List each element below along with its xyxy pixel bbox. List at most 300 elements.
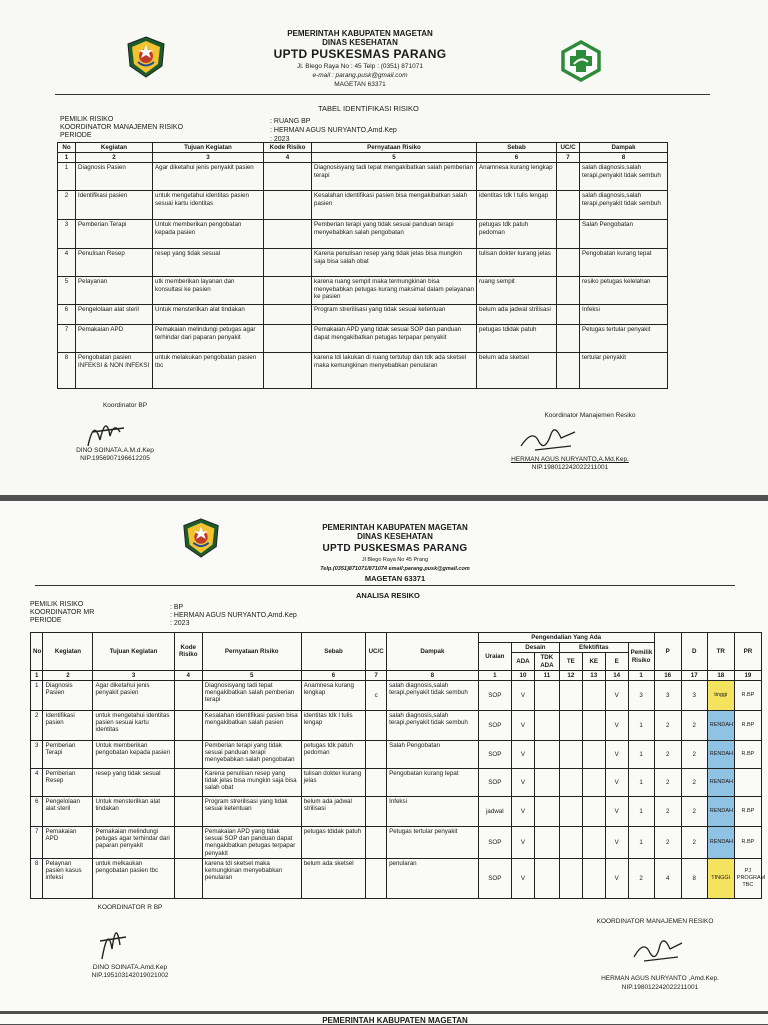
col-number: 16 <box>654 670 681 680</box>
cell-ke <box>582 681 605 711</box>
cell-ucc <box>557 220 580 249</box>
cell-tr: 2 <box>681 711 707 741</box>
cell-tujuan: resep yang tidak sesual <box>153 249 264 277</box>
signature-right <box>515 420 585 456</box>
col-number: 4 <box>264 153 312 163</box>
cell-uraian: jadwal <box>478 797 511 827</box>
col-number: 6 <box>301 670 366 680</box>
coordinator-value: : HERMAN AGUS NURYANTO,Amd.Kep <box>270 127 397 134</box>
col-number: 5 <box>312 153 477 163</box>
cell-kegiatan: Penulisan Resep <box>76 249 153 277</box>
col-header-ke: KE <box>582 653 605 670</box>
table-row <box>31 681 762 711</box>
cell-tujuan: Untuk memberikan pengobatan kepada pasien <box>153 220 264 249</box>
cell-no: 1 <box>58 163 76 191</box>
cell-tujuan: Untuk memberikan pengobatan kepada pasien <box>93 741 174 769</box>
cell-ke <box>582 741 605 769</box>
cell-kode <box>174 681 202 711</box>
cell-ucc <box>557 325 580 353</box>
col-header-desain: Desain <box>512 643 560 653</box>
col-header-te: TE <box>559 653 582 670</box>
cell-pernyataan: Pemberian terapi yang tidak sesuai panduan terapi menyebabkan salah pengobatan <box>202 741 301 769</box>
cell-kegiatan: Pemberian Terapi <box>43 741 93 769</box>
cell-pr: RENDAH <box>707 711 734 741</box>
cell-pemilik <box>734 769 761 797</box>
cell-tdk-ada <box>534 741 559 769</box>
cell-ada: V <box>512 741 535 769</box>
cell-tr: 3 <box>681 681 707 711</box>
cell-no: 6 <box>58 305 76 325</box>
col-header-pernyataan: Pernyataan Risiko <box>312 143 477 153</box>
cell-tujuan: untuk melkaukan pengobatan pasien tbc <box>93 858 174 898</box>
cell-kegiatan: Pelaynan pasien kasus infeksi <box>43 858 93 898</box>
table-row <box>58 191 668 220</box>
cell-no: 1 <box>31 681 43 711</box>
signatory-right-title: Koordinator Manajemen Resiko <box>544 412 636 419</box>
cell-pr: RENDAH <box>707 741 734 769</box>
col-header-no: No <box>31 633 43 671</box>
cell-uraian: SOP <box>478 741 511 769</box>
letterhead-department: DINAS KESEHATAN <box>322 38 398 47</box>
cell-kode <box>174 827 202 859</box>
cell-te <box>559 769 582 797</box>
signatory-left-title: KOORDINATOR R BP <box>97 904 163 911</box>
col-header-tr: TR <box>707 633 734 671</box>
cell-p: 1 <box>628 711 654 741</box>
letterhead <box>280 1016 510 1025</box>
cell-pr: RENDAH <box>707 769 734 797</box>
col-number: 2 <box>76 153 153 163</box>
cell-sebab: identitas tdk l tulis lengap <box>301 711 366 741</box>
cell-sebab: tulisan dokter kurang jelas <box>477 249 557 277</box>
cell-dampak: Petugas tertular penyakit <box>387 827 479 859</box>
cell-pernyataan: Karena penulisan resep yang tidak jelas bisa mungkin saja bisa salah obat <box>202 769 301 797</box>
cell-ucc <box>557 249 580 277</box>
col-number: 18 <box>707 670 734 680</box>
table-row <box>31 769 762 797</box>
table-row <box>58 353 668 389</box>
cell-kegiatan: Pengelolaan alat steril <box>76 305 153 325</box>
period-label: PERIODE <box>60 132 92 139</box>
table-row <box>58 305 668 325</box>
signatory-left-name: DINO SOINATA.A.M.d.Kep <box>76 447 154 454</box>
cell-ada: V <box>512 681 535 711</box>
table-row <box>31 797 762 827</box>
cell-sebab: ruang sempit <box>477 277 557 305</box>
owner-value: : RUANG BP <box>270 118 311 125</box>
letterhead-city: MAGETAN 63371 <box>334 81 386 88</box>
cell-dampak: Salah Pengobatan <box>580 220 668 249</box>
cell-d: 2 <box>654 711 681 741</box>
signatory-left-title: Koordinator BP <box>102 402 148 409</box>
cell-pernyataan: karena ruang sempit maka termungkinan bisa menyebabkan petugas kurang maksimal dalam pelayanan ke pasien <box>312 277 477 305</box>
cell-no: 8 <box>58 353 76 389</box>
col-header-dampak: Dampak <box>580 143 668 153</box>
cell-sebab: belum ada sketsel <box>477 353 557 389</box>
cell-uraian: SOP <box>478 711 511 741</box>
cell-uraian: SOP <box>478 681 511 711</box>
cell-tujuan: Pemakaian melindungi petugas agar terhindar dari paparan penyakit <box>153 325 264 353</box>
table-row <box>31 827 762 859</box>
cell-tujuan: untuk melakukan pengobatan pasien tbc <box>153 353 264 389</box>
letterhead-address: Jl Blego Raya No 45 Prang <box>361 557 429 563</box>
cell-d: 2 <box>654 741 681 769</box>
col-number: 3 <box>153 153 264 163</box>
coordinator-label: KOORDINATOR MR <box>30 609 95 616</box>
cell-sebab: petugas tdidak patuh <box>301 827 366 859</box>
col-number: 13 <box>582 670 605 680</box>
cell-e: V <box>605 741 628 769</box>
cell-uraian: SOP <box>478 827 511 859</box>
table-header-row <box>31 633 762 643</box>
cell-dampak: salah diagnosis,salah terapi,penyakit tidak sembuh <box>580 163 668 191</box>
col-number: 6 <box>477 153 557 163</box>
next-sheet-partial <box>0 1014 768 1024</box>
cell-no: 4 <box>58 249 76 277</box>
table-header-row <box>58 143 668 153</box>
cell-pernyataan: Kesalahan identifikasi pasien bisa mengakibatkan salah pasien <box>312 191 477 220</box>
col-header-pengendalian: Pengendalian Yang Ada <box>478 633 654 643</box>
cell-pemilik: R.BP <box>734 827 761 859</box>
cell-p: 1 <box>628 741 654 769</box>
cell-pr: TINGGI <box>707 858 734 898</box>
col-header-e: E <box>605 653 628 670</box>
cell-ada: V <box>512 797 535 827</box>
cell-te <box>559 827 582 859</box>
cell-te <box>559 797 582 827</box>
cell-dampak: salah diagnosis,salah terapi,penyakit tidak sembuh <box>387 681 479 711</box>
cell-ke <box>582 711 605 741</box>
owner-label: PEMILIK RISIKO <box>30 601 84 608</box>
letterhead-address: Jl. Blego Raya No : 45 Telp : (0351) 871071 <box>297 63 423 70</box>
cell-sebab: petugas tdk patuh pedoman <box>477 220 557 249</box>
cell-pr: RENDAH <box>707 797 734 827</box>
cell-p: 2 <box>628 858 654 898</box>
cell-sebab: belum ada jadwal strilisasi <box>301 797 366 827</box>
cell-kegiatan: Diagnosis Pasien <box>43 681 93 711</box>
col-header-uraian: Uraian <box>478 643 511 671</box>
period-label: PERIODE <box>30 617 62 624</box>
col-header-pemilik: Pemilik Risiko <box>628 643 654 671</box>
cell-pemilik: PJ PROGRAM TBC <box>734 858 761 898</box>
cell-ada: V <box>512 769 535 797</box>
cell-dampak: Infeksi <box>387 797 479 827</box>
col-number: 2 <box>43 670 93 680</box>
cell-sebab: Anamnesa kurang lengkap <box>301 681 366 711</box>
cell-e: V <box>605 711 628 741</box>
cell-ucc <box>366 741 387 769</box>
cell-tr: 8 <box>681 858 707 898</box>
cell-kegiatan: Pengelolaan alat steril <box>43 797 93 827</box>
signatory-left-nip: NIP.195103142019021002 <box>91 972 169 979</box>
period-value: : 2023 <box>270 136 290 143</box>
cell-dampak: penularan <box>387 858 479 898</box>
signature-left <box>80 412 130 452</box>
cell-uraian: SOP <box>478 858 511 898</box>
cell-no: 2 <box>58 191 76 220</box>
cell-kode <box>174 858 202 898</box>
col-number: 1 <box>478 670 511 680</box>
cell-d: 4 <box>654 858 681 898</box>
cell-dampak: salah diagnosis,salah terapi,penyakit tidak sembuh <box>580 191 668 220</box>
cell-ucc <box>557 191 580 220</box>
cell-pernyataan: Pemakaian APD yang tidak sesuai SOP dan panduan dapat mengakibatkan petugas terpapar penyakit <box>202 827 301 859</box>
cell-tdk-ada <box>534 827 559 859</box>
cell-pemilik: R.BP <box>734 681 761 711</box>
cell-tr: 2 <box>681 741 707 769</box>
cell-no: 5 <box>58 277 76 305</box>
col-number: 3 <box>93 670 174 680</box>
risk-analysis-table <box>30 632 766 899</box>
cell-kegiatan: Pelayanan <box>76 277 153 305</box>
cell-kode <box>264 325 312 353</box>
cell-no: 4 <box>31 769 43 797</box>
col-number: 1 <box>58 153 76 163</box>
identification-sheet <box>0 0 768 495</box>
cell-tujuan: resep yang tidak sesual <box>93 769 174 797</box>
document-title: TABEL IDENTIFIKASI RISIKO <box>318 104 419 113</box>
table-row <box>58 325 668 353</box>
cell-p: 1 <box>628 827 654 859</box>
cell-tr: 2 <box>681 797 707 827</box>
cell-pr: tinggi <box>707 681 734 711</box>
cell-e: V <box>605 858 628 898</box>
document-title: ANALISA RESIKO <box>356 591 420 600</box>
cell-kegiatan: Identifikasi pasien <box>76 191 153 220</box>
col-header-kode: Kode Risiko <box>174 633 202 671</box>
table-row <box>58 249 668 277</box>
cell-pemilik: R.BP <box>734 711 761 741</box>
cell-kode <box>264 305 312 325</box>
cell-kode <box>174 741 202 769</box>
cell-tujuan: untuk mengetahui identitas pasien sesuai kartu identitas <box>153 191 264 220</box>
cell-no: 6 <box>31 797 43 827</box>
col-header-no: No <box>58 143 76 153</box>
col-header-sebab: Sebab <box>301 633 366 671</box>
letterhead-contact: Telp.(0351)871071/871074 email:parang.pusk@gmail.com <box>320 566 470 572</box>
col-number: 19 <box>734 670 761 680</box>
cell-tr: 2 <box>681 769 707 797</box>
cell-sebab: belum ada jadwal strilisasi <box>477 305 557 325</box>
col-number: 12 <box>559 670 582 680</box>
cell-no: 8 <box>31 858 43 898</box>
table-row <box>31 711 762 741</box>
table-row <box>31 741 762 769</box>
cell-ke <box>582 797 605 827</box>
cell-tujuan: Agar diketahui jenis penyakit pasien <box>93 681 174 711</box>
col-header-tujuan: Tujuan Kegiatan <box>153 143 264 153</box>
cell-no: 7 <box>31 827 43 859</box>
signature-left <box>92 915 132 963</box>
col-number: 5 <box>202 670 301 680</box>
cell-kegiatan: Pemakaian APD <box>76 325 153 353</box>
cell-pemilik: R.BP <box>734 741 761 769</box>
coordinator-label: KOORDINATOR MANAJEMEN RISIKO <box>60 124 184 131</box>
cell-no: 3 <box>31 741 43 769</box>
owner-value: : BP <box>170 604 184 611</box>
col-number: 1 <box>628 670 654 680</box>
cell-dampak: Petugas tertular penyakit <box>580 325 668 353</box>
cell-ucc <box>366 769 387 797</box>
cell-tdk-ada <box>534 797 559 827</box>
cell-tdk-ada <box>534 711 559 741</box>
signatory-left-nip: NIP.1956907196612205 <box>80 455 150 462</box>
letterhead-city: MAGETAN 63371 <box>364 574 426 583</box>
cell-te <box>559 711 582 741</box>
col-header-ucc: UC/C <box>366 633 387 671</box>
cell-sebab: belum ada sketsel <box>301 858 366 898</box>
cell-dampak: Infeksi <box>580 305 668 325</box>
cell-pr: RENDAH <box>707 827 734 859</box>
table-row <box>31 858 762 898</box>
cell-te <box>559 681 582 711</box>
col-header-d: D <box>681 633 707 671</box>
cell-tujuan: Untuk mensterilkan alat tindakan <box>93 797 174 827</box>
cell-ke <box>582 858 605 898</box>
cell-pernyataan: Program strerilisasi yang tidak sesuai ketentuan <box>312 305 477 325</box>
cell-kode <box>174 797 202 827</box>
letterhead-email: e-mail : parang.pusk@gmail.com <box>312 72 408 79</box>
cell-sebab: petugas tdk patuh pedoman <box>301 741 366 769</box>
cell-ucc <box>366 827 387 859</box>
col-number: 8 <box>580 153 668 163</box>
cell-pernyataan: Kesalahan identifikasi pasien bisa mengakibatkan salah pasien <box>202 711 301 741</box>
column-number-row <box>58 153 668 163</box>
col-number: 1 <box>31 670 43 680</box>
letterhead-institution: UPTD PUSKESMAS PARANG <box>322 543 468 554</box>
cell-kegiatan: Pemberian Terapi <box>76 220 153 249</box>
table-row <box>58 277 668 305</box>
cell-tujuan: Untuk mensterilkan alat tindakan <box>153 305 264 325</box>
cell-tujuan: utk memberikan layanan dan konsultasi ke pasien <box>153 277 264 305</box>
cell-kegiatan: Identifikasi pasien <box>43 711 93 741</box>
signatory-right-title: KOORDINATOR MANAJEMEN RESIKO <box>596 918 714 925</box>
col-header-efektifitas: Efektifitas <box>559 643 628 653</box>
cell-kode <box>264 191 312 220</box>
signatory-right-name: HERMAN AGUS NURYANTO ,Amd.Kep. <box>601 975 719 982</box>
col-header-dampak: Dampak <box>387 633 479 671</box>
cell-d: 2 <box>654 769 681 797</box>
cell-e: V <box>605 769 628 797</box>
coordinator-value: : HERMAN AGUS NURYANTO,Amd.Kep <box>170 612 297 619</box>
cell-kode <box>264 163 312 191</box>
col-number: 7 <box>366 670 387 680</box>
table-row <box>58 163 668 191</box>
cell-d: 3 <box>654 681 681 711</box>
cell-ucc <box>557 353 580 389</box>
signatory-left-name: DINO SOINATA.Amd.Kep <box>92 964 168 971</box>
letterhead-institution: UPTD PUSKESMAS PARANG <box>273 47 447 61</box>
cell-p: 1 <box>628 797 654 827</box>
cell-dampak: salah diagnosis,salah terapi,penyakit tidak sembuh <box>387 711 479 741</box>
cell-kegiatan: Pemberian Resep <box>43 769 93 797</box>
col-number: 11 <box>534 670 559 680</box>
cell-dampak: tertular penyakit <box>580 353 668 389</box>
col-header-ucc: UC/C <box>557 143 580 153</box>
cell-pemilik: R.BP <box>734 797 761 827</box>
cell-ucc: c <box>366 681 387 711</box>
cell-tdk-ada <box>534 858 559 898</box>
cell-pernyataan: Diagnosisyang tadi tepat mengakibatkan salah pemberian terapi <box>202 681 301 711</box>
col-number: 14 <box>605 670 628 680</box>
column-number-row <box>31 670 762 680</box>
cell-te <box>559 858 582 898</box>
letterhead-government: PEMERINTAH KABUPATEN MAGETAN <box>287 29 433 38</box>
cell-ke <box>582 769 605 797</box>
letterhead-government: PEMERINTAH KABUPATEN MAGETAN <box>322 1016 468 1025</box>
cell-kode <box>264 277 312 305</box>
col-header-tujuan: Tujuan Kegiatan <box>93 633 174 671</box>
cell-ucc <box>557 305 580 325</box>
cell-tr: 2 <box>681 827 707 859</box>
cell-e: V <box>605 681 628 711</box>
cell-ada: V <box>512 711 535 741</box>
cell-dampak: Salah Pengobatan <box>387 741 479 769</box>
col-number: 4 <box>174 670 202 680</box>
cell-sebab: petugas tdidak patuh <box>477 325 557 353</box>
cell-pernyataan: Pemberian terapi yang tidak sesuai panduan terapi menyebabkan salah pengobatan <box>312 220 477 249</box>
signatory-right-nip: NIP.198012242022211001 <box>531 464 609 471</box>
cell-pernyataan: Diagnosisyang tadi tepat mengakibatkan salah pemberian terapi <box>312 163 477 191</box>
cell-tujuan: Agar diketahui jenis penyakit pasien <box>153 163 264 191</box>
cell-p: 1 <box>628 769 654 797</box>
signatory-right-nip: NIP.198012242022211001 <box>621 984 699 991</box>
cell-ada: V <box>512 858 535 898</box>
col-header-kegiatan: Kegiatan <box>76 143 153 153</box>
cell-ucc <box>366 797 387 827</box>
cell-tdk-ada <box>534 769 559 797</box>
col-header-tdk-ada: TDK ADA <box>534 653 559 670</box>
cell-sebab: Anamnesa kurang lengkap <box>477 163 557 191</box>
cell-tujuan: untuk mengetahui identitas pasien sesuai kartu identitas <box>93 711 174 741</box>
letterhead-divider <box>55 94 710 95</box>
puskesmas-logo <box>559 40 603 82</box>
col-number: 10 <box>512 670 535 680</box>
cell-d: 2 <box>654 827 681 859</box>
owner-label: PEMILIK RISIKO <box>60 116 114 123</box>
letterhead <box>280 523 510 583</box>
period-value: : 2023 <box>170 620 190 627</box>
signature-right <box>628 931 688 967</box>
cell-no: 7 <box>58 325 76 353</box>
risk-identification-table <box>57 142 668 389</box>
cell-ada: V <box>512 827 535 859</box>
letterhead <box>245 29 475 89</box>
cell-dampak: Pengobatan kurang tepat <box>580 249 668 277</box>
cell-e: V <box>605 827 628 859</box>
cell-no: 3 <box>58 220 76 249</box>
cell-kegiatan: Pemakaian APD <box>43 827 93 859</box>
analysis-sheet <box>0 501 768 1011</box>
cell-pernyataan: karena tdi sketsel maka kemungkinan menyebabkan penularan <box>202 858 301 898</box>
cell-kode <box>264 220 312 249</box>
cell-pernyataan: karena tdi lakukan di ruang tertutup dan tdk ada sketsel maka kemungkinan menyebabkan penularan <box>312 353 477 389</box>
col-header-kegiatan: Kegiatan <box>43 633 93 671</box>
cell-pernyataan: Karena penulisan resep yang tidak jelas bisa mungkin saja bisa salah obat <box>312 249 477 277</box>
letterhead-government: PEMERINTAH KABUPATEN MAGETAN <box>322 523 468 532</box>
cell-kegiatan: Diagnosis Pasien <box>76 163 153 191</box>
cell-kode <box>174 711 202 741</box>
cell-kode <box>264 249 312 277</box>
cell-pernyataan: Pemakaian APD yang tidak sesuai SOP dan panduan dapat mengakibatkan petugas terpapar penyakit <box>312 325 477 353</box>
kabupaten-magetan-logo <box>124 36 168 78</box>
col-header-p: P <box>654 633 681 671</box>
cell-ke <box>582 827 605 859</box>
col-header-pr: PR <box>734 633 761 671</box>
cell-sebab: identitas tdk l tulis lengap <box>477 191 557 220</box>
cell-te <box>559 741 582 769</box>
cell-kode <box>174 769 202 797</box>
